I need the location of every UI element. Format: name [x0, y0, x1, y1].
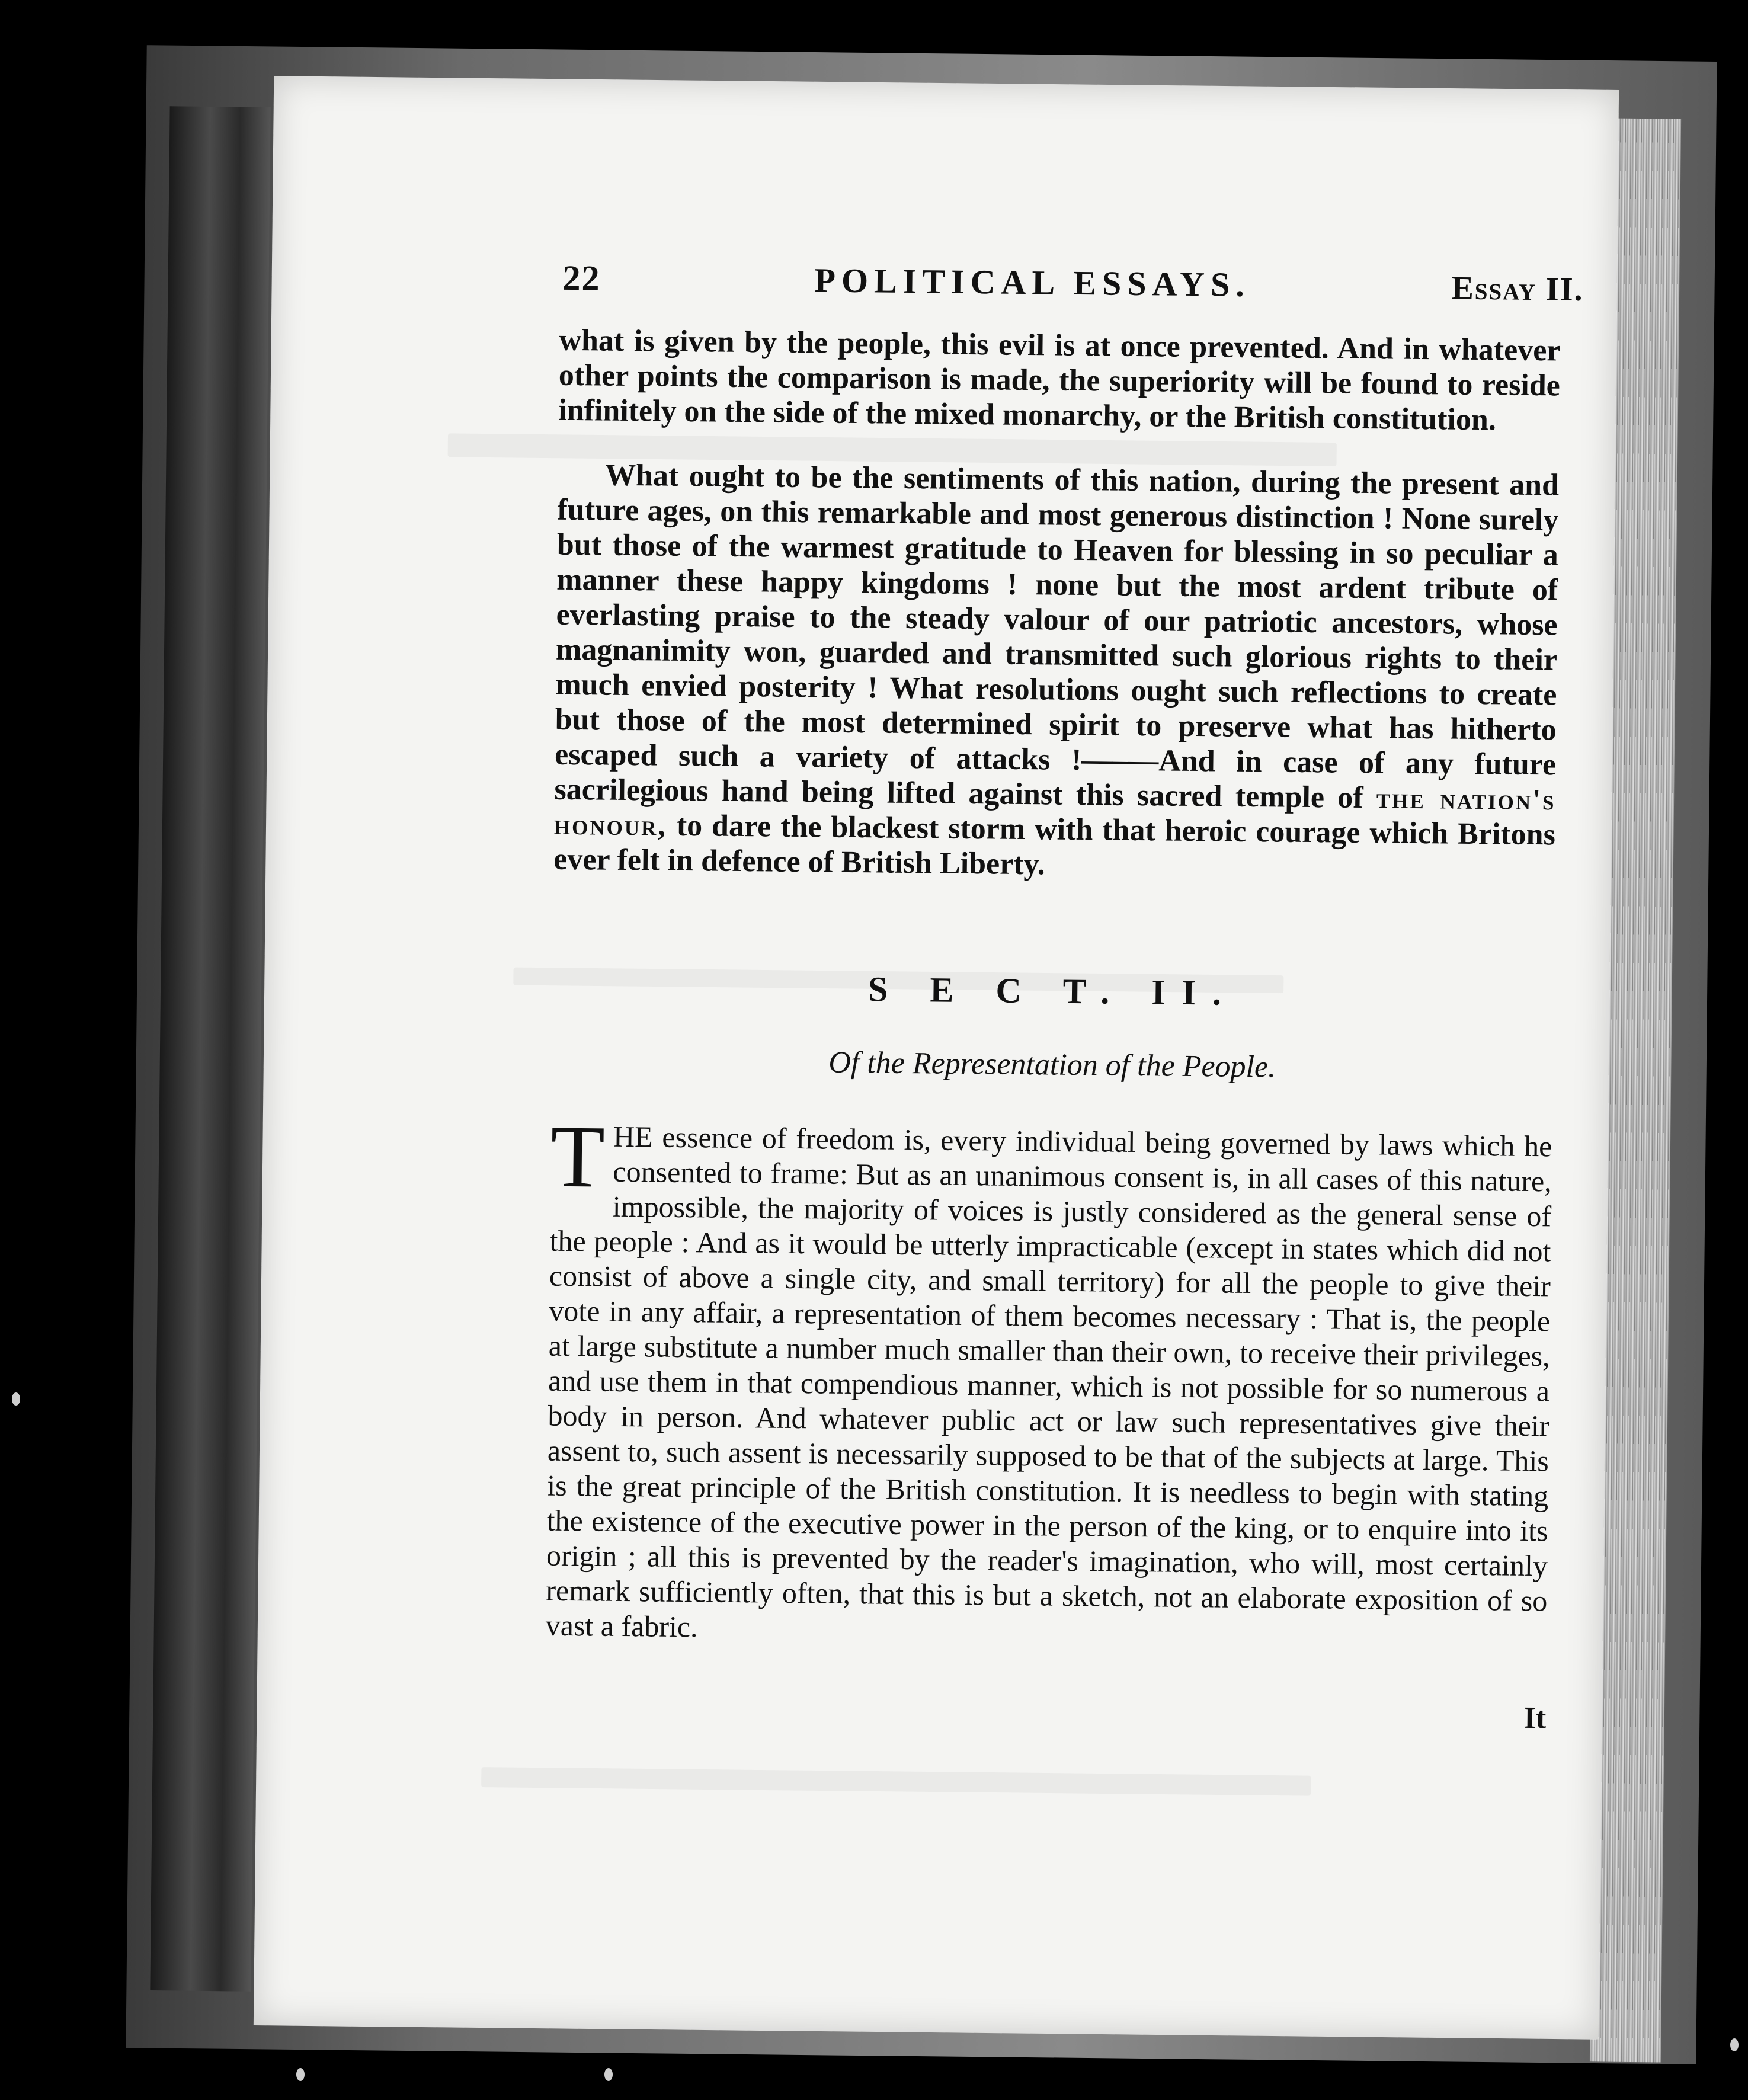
paragraph-representation — [545, 1107, 1552, 1654]
paragraph-text: to dare the blackest storm with that heroic courage which Britons ever felt in defence of British Liberty. — [553, 808, 1556, 882]
section-heading: S E C T. II. — [867, 969, 1238, 1013]
paragraph-text: HE essence of freedom is, every individual being governed by laws which he consented to frame: But as an unanimous consent is, in all cases of this nature, impossible, the majority of voices is justly considered as the general sense of the people : And as it would be utterly impracticable (except in states which did not consist of above a single city, and small territory) for all the people to give their vote in any affair, a representation of them becomes necessary : That is, the people at large substitute a number much smaller than their own, to receive their privileges, and use them in that compendious manner, which is not possible for so numerous a body in person. And whatever public act or law such representatives give their assent to, such assent is necessarily supposed to be that of the subjects at large. This is the great principle of the British constitution. It is needless to begin with stating the existence of the executive power in the person of the king, or to enquire into its origin ; all this is prevented by the reader's imagination, who will, most certainly remark sufficiently often, that this is but a sketch, not an elaborate exposition of so vast a fabric. — [545, 1119, 1552, 1644]
dust-speck — [604, 2068, 613, 2081]
dust-speck — [296, 2068, 305, 2081]
page-number: 22 — [562, 258, 601, 298]
dust-speck — [12, 1392, 20, 1406]
page-text-block — [275, 255, 1584, 1736]
catchword: It — [1523, 1701, 1547, 1736]
paragraph-text: What ought to be the sentiments of this nation, during the present and future ages, on this remarkable and most generous distinction ! None surely but those of the warmest gratitude to Heaven for blessing in so peculiar a manner these happy kingdoms ! none but the most ardent tribute of everlasting praise to the steady valour of our patriotic ancestors, whose magnanimity won, guarded and transmitted such glorious rights to their much envied posterity ! What resolutions ought such reflections to create but those of the most determined spirit to preserve what has hitherto escaped such a variety of attacks !—–—And in case of any future sacrilegious hand being lifted against this sacred temple of — [554, 458, 1560, 815]
essay-label: Essay II. — [1451, 270, 1584, 308]
paragraph-sentiments — [553, 457, 1559, 888]
paragraph-continuation: what is given by the people, this evil is at once prevented. And in whatever other points the comparison is made, the superiority will be found to reside infinitely on the side of the mixed monarchy, or the British constitution. — [558, 323, 1561, 437]
small-caps-phrase: the nation's honour, — [553, 781, 1556, 842]
bleed-through-mark — [481, 1767, 1311, 1796]
drop-cap: T — [550, 1107, 606, 1206]
running-title: POLITICAL ESSAYS. — [814, 261, 1251, 304]
section-subtitle: Of the Representation of the People. — [828, 1045, 1276, 1084]
page-gutter-shadow — [150, 106, 270, 1992]
dust-speck — [1730, 2038, 1739, 2051]
